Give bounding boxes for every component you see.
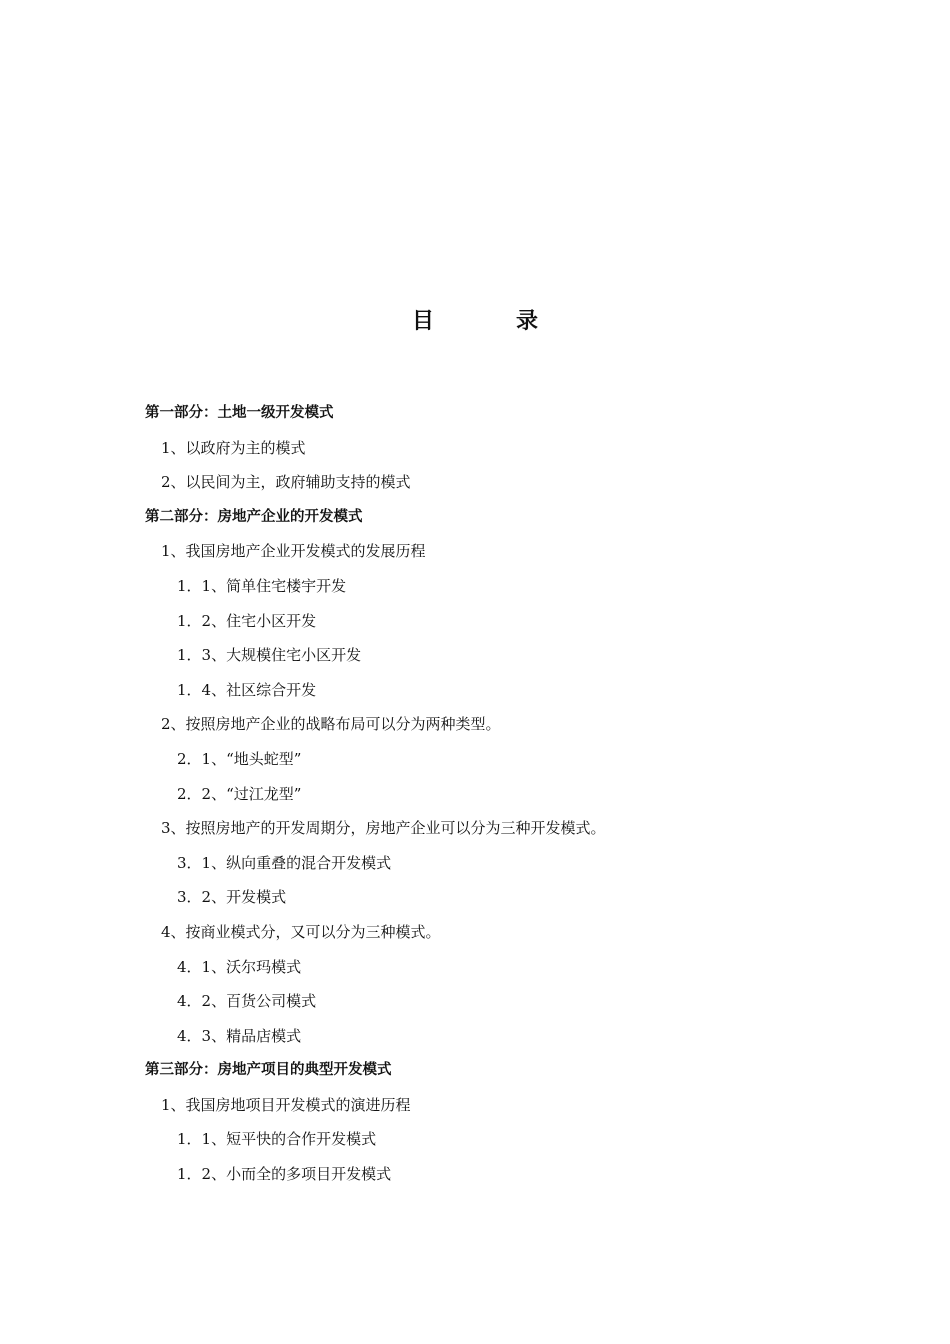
toc-subentry: 3．2、开发模式 — [177, 888, 287, 907]
toc-subentry: 1．2、小而全的多项目开发模式 — [177, 1165, 392, 1184]
toc-subentry: 1．4、社区综合开发 — [177, 680, 317, 699]
toc-section-heading: 第三部分：房地产项目的典型开发模式 — [145, 1062, 392, 1079]
table-of-contents — [0, 396, 950, 1192]
toc-entry: 2、以民间为主，政府辅助支持的模式 — [161, 473, 411, 492]
toc-subentry: 4．2、百货公司模式 — [177, 992, 317, 1011]
toc-subentry: 2．1、“地头蛇型” — [177, 749, 302, 768]
toc-subentry: 1．1、短平快的合作开发模式 — [177, 1130, 377, 1149]
toc-entry: 1、我国房地项目开发模式的演进历程 — [161, 1095, 411, 1114]
toc-section-heading: 第一部分：土地一级开发模式 — [145, 405, 334, 421]
toc-entry: 1、以政府为主的模式 — [161, 438, 306, 457]
toc-entry: 4、按商业模式分，又可以分为三种模式。 — [161, 922, 441, 941]
toc-subentry: 1．1、简单住宅楼宇开发 — [177, 576, 347, 595]
toc-subentry: 4．3、精品店模式 — [177, 1026, 302, 1045]
toc-section-heading: 第二部分：房地产企业的开发模式 — [145, 508, 363, 525]
toc-subentry: 1．3、大规模住宅小区开发 — [177, 646, 362, 665]
toc-entry: 2、按照房地产企业的战略布局可以分为两种类型。 — [161, 715, 501, 734]
toc-subentry: 2．2、“过江龙型” — [177, 784, 302, 803]
toc-entry: 3、按照房地产的开发周期分，房地产企业可以分为三种开发模式。 — [161, 819, 606, 838]
page-title: 目 录 — [411, 309, 568, 334]
toc-subentry: 4．1、沃尔玛模式 — [177, 957, 302, 976]
toc-entry: 1、我国房地产企业开发模式的发展历程 — [161, 542, 426, 561]
toc-subentry: 1．2、住宅小区开发 — [177, 611, 317, 630]
toc-subentry: 3．1、纵向重叠的混合开发模式 — [177, 853, 392, 872]
